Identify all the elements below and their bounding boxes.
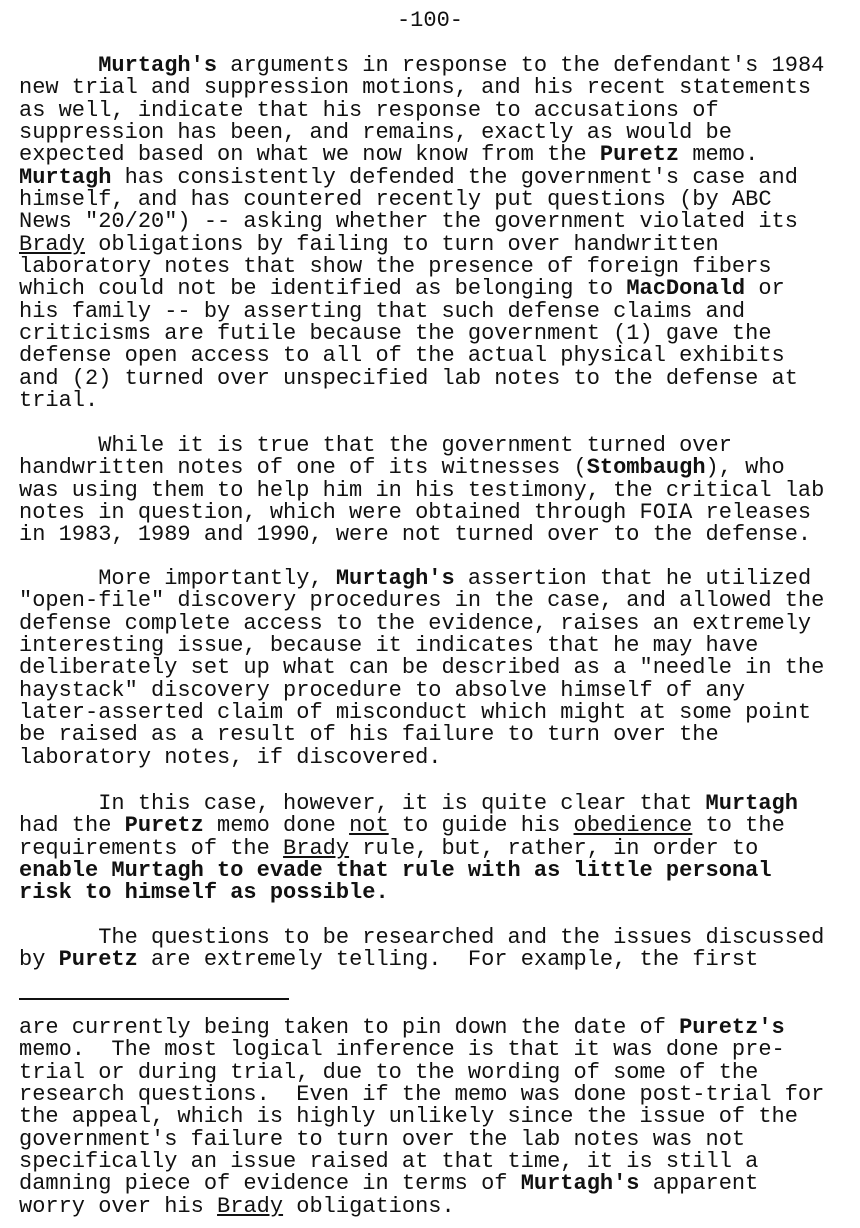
text-run: notes in question, which were obtained through FOIA releases: [19, 500, 812, 526]
text-run: himself, and has countered recently put questions (by ABC: [19, 187, 772, 213]
text-line: [19, 949, 855, 971]
text-line: [19, 524, 855, 546]
text-run: the appeal, which is highly unlikely since the issue of the: [19, 1104, 798, 1130]
paragraph-2: [19, 435, 855, 547]
text-run: requirements of the: [19, 835, 284, 861]
paragraph-4: [19, 793, 855, 905]
footnote: [19, 1017, 855, 1218]
text-line: [19, 677, 855, 703]
text-line: [19, 927, 855, 949]
text-run: News "20/20") -- asking whether the government violated its: [19, 209, 798, 235]
text-line: [19, 1017, 855, 1039]
bold-text: Murtagh's: [520, 1171, 640, 1197]
text-run: criticisms are futile because the government (1) gave the: [19, 321, 772, 347]
underlined-text: Brady: [283, 835, 350, 861]
text-line: [19, 477, 855, 503]
text-line: [19, 568, 855, 590]
text-run: in 1983, 1989 and 1990, were not turned over to the defense.: [19, 522, 812, 548]
text-line: [19, 55, 855, 77]
text-line: [19, 323, 855, 345]
text-run: or: [745, 276, 785, 302]
text-line: [19, 724, 855, 746]
text-run: later-asserted claim of misconduct which might at some point: [19, 700, 812, 726]
text-run: government's failure to turn over the lab notes was not: [19, 1126, 746, 1152]
text-run: has consistently defended the government's case and: [111, 164, 798, 190]
text-line: [19, 457, 855, 479]
text-run: by: [19, 947, 59, 973]
bold-text: enable Murtagh to evade that rule with as little personal: [19, 858, 772, 884]
text-run: memo. The most logical inference is that it was done pre-: [19, 1037, 785, 1063]
text-line: [19, 77, 855, 99]
text-line: [19, 657, 855, 679]
text-run: worry over his: [19, 1193, 218, 1219]
text-line: [19, 122, 855, 144]
paragraph-1: [19, 55, 855, 413]
text-line: [19, 1084, 855, 1106]
text-line: [19, 1151, 855, 1173]
text-line: [19, 835, 855, 861]
text-run: In this case, however, it is quite clear that: [19, 791, 706, 816]
text-run: new trial and suppression motions, and his recent statements: [19, 75, 812, 101]
text-run: which could not be identified as belonging to: [19, 276, 627, 302]
text-run: assertion that he utilized: [454, 566, 812, 591]
footnote-divider: [19, 998, 289, 1000]
text-run: defense open access to all of the actual physical exhibits: [19, 343, 785, 369]
underlined-text: not: [349, 813, 389, 839]
bold-text: Puretz: [58, 947, 138, 973]
text-line: [19, 1173, 855, 1195]
text-line: [19, 590, 855, 612]
bold-text: Stombaugh: [586, 455, 706, 481]
text-line: [19, 1106, 855, 1128]
text-line: [19, 635, 855, 657]
text-line: [19, 882, 855, 904]
text-line: [19, 1126, 855, 1152]
bold-text: Murtagh: [705, 791, 798, 816]
text-run: laboratory notes, if discovered.: [19, 744, 442, 770]
text-run: laboratory notes that show the presence of foreign fibers: [19, 254, 772, 280]
text-run: specifically an issue raised at that time, it is still a: [19, 1149, 759, 1175]
text-line: [19, 502, 855, 524]
text-line: [19, 211, 855, 233]
text-run: defense complete access to the evidence, raises an extremely: [19, 610, 812, 636]
text-run: interesting issue, because it indicates that he may have: [19, 633, 759, 659]
text-run: be raised as a result of his failure to turn over the: [19, 722, 719, 748]
text-line: [19, 189, 855, 211]
text-line: [19, 744, 855, 770]
text-run: are extremely telling. For example, the first: [137, 947, 759, 973]
text-line: [19, 815, 855, 837]
text-run: had the: [19, 813, 125, 839]
text-run: research questions. Even if the memo was done post-trial for: [19, 1082, 825, 1108]
text-line: [19, 278, 855, 300]
text-run: [19, 53, 98, 78]
text-line: [19, 390, 855, 412]
text-run: his family -- by asserting that such defense claims and: [19, 298, 746, 324]
text-run: obligations by failing to turn over handwritten: [85, 231, 719, 257]
text-line: [19, 231, 855, 257]
text-run: was using them to help him in his testimony, the critical lab: [19, 477, 825, 503]
text-line: [19, 1193, 855, 1219]
text-line: [19, 860, 855, 882]
text-run: ), who: [705, 455, 785, 481]
paragraph-5: [19, 927, 855, 972]
underlined-text: obedience: [573, 813, 693, 839]
text-line: [19, 298, 855, 324]
text-run: arguments in response to the defendant's 1984: [217, 53, 825, 78]
bold-text: Puretz: [599, 142, 680, 168]
text-run: as well, indicate that his response to accusations of: [19, 97, 719, 123]
text-line: [19, 610, 855, 636]
text-run: obligations.: [283, 1193, 455, 1219]
bold-text: Murtagh's: [98, 53, 218, 78]
text-run: trial or during trial, due to the wording of some of the: [19, 1059, 759, 1085]
text-line: [19, 144, 855, 166]
text-run: "open-file" discovery procedures in the case, and allowed the: [19, 588, 825, 614]
text-line: [19, 365, 855, 391]
text-run: are currently being taken to pin down the date of: [19, 1015, 680, 1040]
text-line: [19, 164, 855, 190]
bold-text: Puretz's: [679, 1015, 785, 1040]
text-line: [19, 435, 855, 457]
bold-text: risk to himself as possible.: [19, 880, 389, 906]
text-run: and (2) turned over unspecified lab notes to the defense at: [19, 365, 798, 391]
text-line: [19, 1039, 855, 1061]
text-run: memo done: [203, 813, 350, 839]
text-run: More importantly,: [19, 566, 336, 591]
text-line: [19, 1059, 855, 1085]
bold-text: MacDonald: [626, 276, 746, 302]
text-run: suppression has been, and remains, exactly as would be: [19, 120, 732, 146]
text-run: to the: [692, 813, 785, 839]
text-run: trial.: [19, 388, 99, 414]
text-run: to guide his: [388, 813, 574, 839]
text-line: [19, 345, 855, 367]
bold-text: Murtagh's: [335, 566, 455, 591]
text-line: [19, 793, 855, 815]
text-run: The questions to be researched and the issues discussed: [19, 925, 825, 950]
bold-text: Puretz: [124, 813, 204, 839]
text-run: memo.: [679, 142, 759, 168]
text-run: expected based on what we now know from the: [19, 142, 600, 168]
page-number: -100-: [396, 8, 463, 33]
paragraph-3: [19, 568, 855, 769]
underlined-text: Brady: [19, 231, 86, 257]
text-run: rule, but, rather, in order to: [349, 835, 759, 861]
text-run: damning piece of evidence in terms of: [19, 1171, 521, 1197]
bold-text: Murtagh: [19, 164, 112, 190]
text-line: [19, 702, 855, 724]
text-run: deliberately set up what can be described as a "needle in the: [19, 655, 825, 681]
text-run: handwritten notes of one of its witnesses (: [19, 455, 587, 481]
text-line: [19, 97, 855, 123]
text-run: While it is true that the government turned over: [19, 433, 732, 458]
text-run: haystack" discovery procedure to absolve himself of any: [19, 677, 746, 703]
underlined-text: Brady: [217, 1193, 284, 1219]
text-line: [19, 256, 855, 278]
text-run: apparent: [639, 1171, 759, 1197]
